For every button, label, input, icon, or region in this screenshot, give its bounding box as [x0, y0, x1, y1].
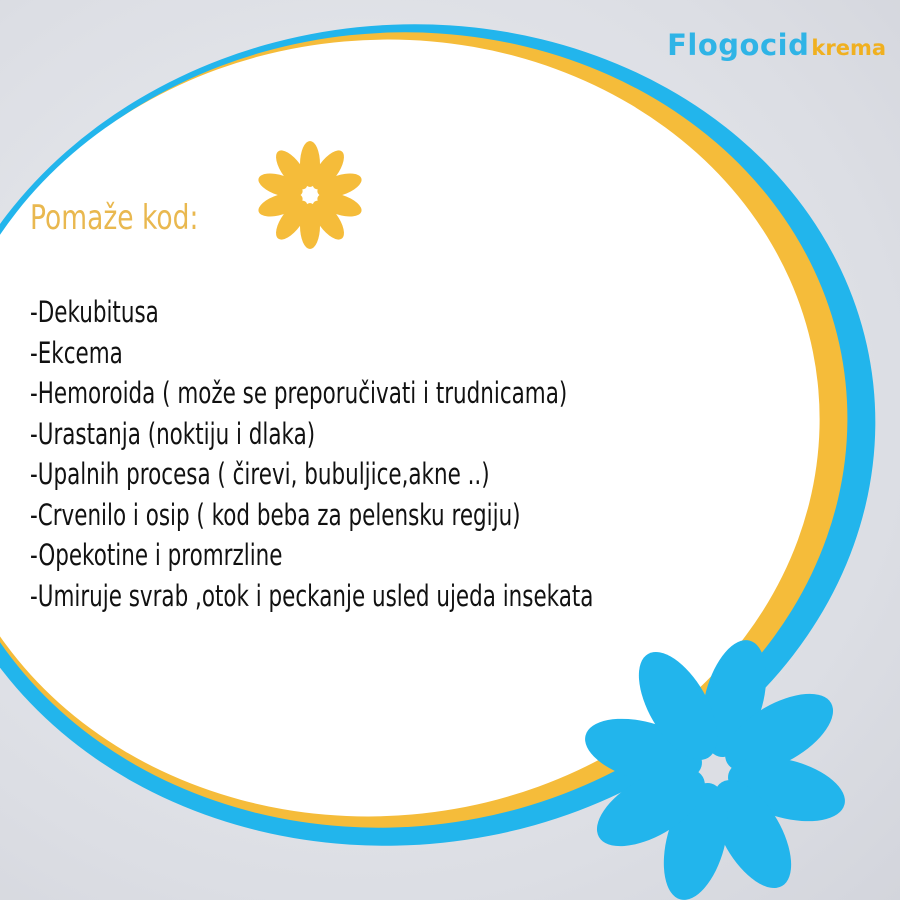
list-item: -Dekubitusa — [30, 295, 159, 329]
brand-logo — [667, 28, 886, 62]
list-item: -Ekcema — [30, 335, 123, 370]
list-item: -Opekotine i promrzline — [30, 538, 283, 572]
heading: Pomaže kod: — [30, 198, 199, 238]
list-item: -Urastanja (noktiju i dlaka) — [30, 416, 316, 451]
brand-suffix: krema — [811, 36, 886, 60]
benefit-list — [30, 292, 593, 616]
list-item: -Hemoroida ( može se preporučivati i trudnicama) — [30, 376, 568, 410]
brand-name: Flogocid — [667, 28, 810, 62]
list-item: -Crvenilo i osip ( kod beba za pelensku regiju) — [30, 497, 521, 532]
list-item: -Upalnih procesa ( čirevi, bubuljice,akne ..) — [30, 457, 490, 491]
list-item: -Umiruje svrab ,otok i peckanje usled ujeda insekata — [30, 578, 594, 613]
